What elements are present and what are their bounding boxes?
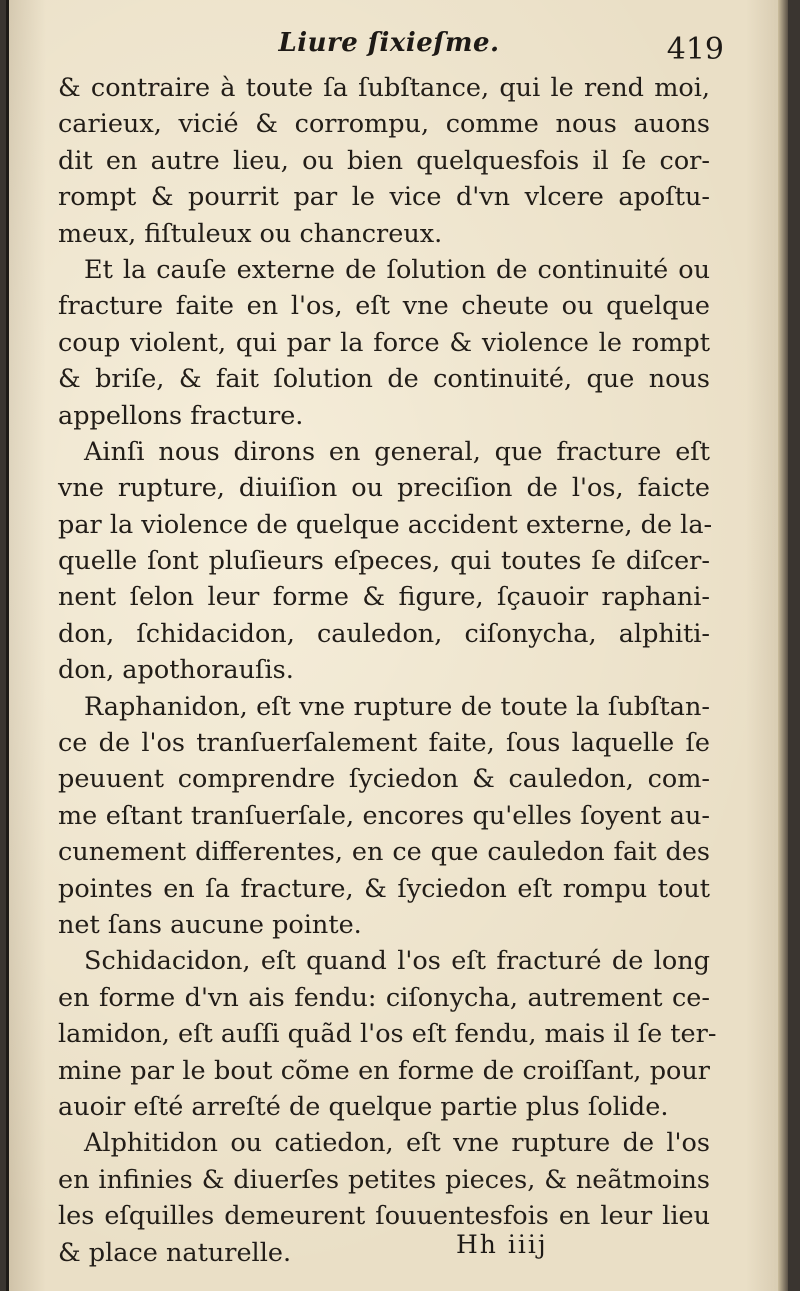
text-line: quelle ſont pluſieurs eſpeces, qui toutes ſe diſcer- [58,546,710,577]
text-line: en infinies & diuerſes petites pieces, & neãtmoins [58,1164,710,1195]
text-line: les eſquilles demeurent ſouuentesfois en leur lieu [58,1201,710,1232]
text-line: meux, fiſtuleux ou chancreux. [58,218,443,249]
running-head: Liure ſixieſme. [278,28,500,58]
text-line: don, ſchidacidon, cauledon, ciſonycha, alphiti- [58,618,710,649]
text-line: cunement differentes, en ce que cauledon fait des [58,837,710,868]
text-line: en forme d'vn ais fendu: ciſonycha, autrement ce- [58,982,710,1013]
text-line: & contraire à toute ſa ſubſtance, qui le rend moi, [58,73,710,103]
book-page [6,0,788,1291]
paragraph [58,943,717,1125]
text-line: dit en autre lieu, ou bien quelquesfois il ſe cor- [58,145,710,176]
paragraph [58,1125,710,1271]
text-line: appellons fracture. [58,400,304,431]
text-line: don, apothorauſis. [58,655,294,686]
text-line: peuuent comprendre ſyciedon & cauledon, com- [58,764,710,795]
text-line: fracture faite en l'os, eſt vne cheute ou quelque [58,291,710,322]
text-line: coup violent, qui par la force & violence le rompt [58,327,710,358]
signature-mark: Hh iiij [456,1230,548,1259]
page-edge [778,0,788,1291]
text-line: Et la cauſe externe de ſolution de continuité ou [84,254,710,285]
text-line: me eſtant tranſuerſale, encores qu'elles ſoyent au- [58,800,710,831]
text-line: & briſe, & fait ſolution de continuité, que nous [58,364,710,395]
text-line: nent ſelon leur forme & figure, ſçauoir raphani- [58,582,710,613]
text-line: vne rupture, diuiſion ou preciſion de l'os, faicte [58,473,710,504]
text-line: & place naturelle. [58,1237,292,1268]
paragraph [58,689,710,944]
gutter-shadow [6,0,9,1291]
text-line: mine par le bout cõme en forme de croiſſant, pour [58,1055,710,1086]
text-line: Alphitidon ou catiedon, eſt vne rupture de l'os [84,1128,710,1159]
text-line: Schidacidon, eſt quand l'os eſt fracturé de long [84,946,710,977]
text-line: auoir eſté arreſté de quelque partie plus ſolide. [58,1091,669,1122]
page-header [54,28,724,72]
text-line: ce de l'os tranſuerſalement faite, ſous laquelle ſe [58,728,710,759]
text-line: carieux, vicié & corrompu, comme nous auons [58,109,710,140]
text-line: lamidon, eſt auſſi quãd l'os eſt fendu, mais il ſe ter- [58,1019,717,1050]
text-line: net ſans aucune pointe. [58,909,362,940]
text-line: pointes en ſa fracture, & ſyciedon eſt rompu tout [58,873,710,904]
paragraph [58,252,710,434]
text-line: rompt & pourrit par le vice d'vn vlcere apoſtu- [58,182,710,213]
body-text [58,70,717,1271]
paragraph [58,434,713,689]
page-number: 419 [666,32,724,67]
text-line: Raphanidon, eſt vne rupture de toute la ſubſtan- [84,691,710,722]
paragraph [58,70,710,252]
text-line: Ainſi nous dirons en general, que fracture eſt [84,436,710,467]
text-line: par la violence de quelque accident externe, de la- [58,509,713,540]
